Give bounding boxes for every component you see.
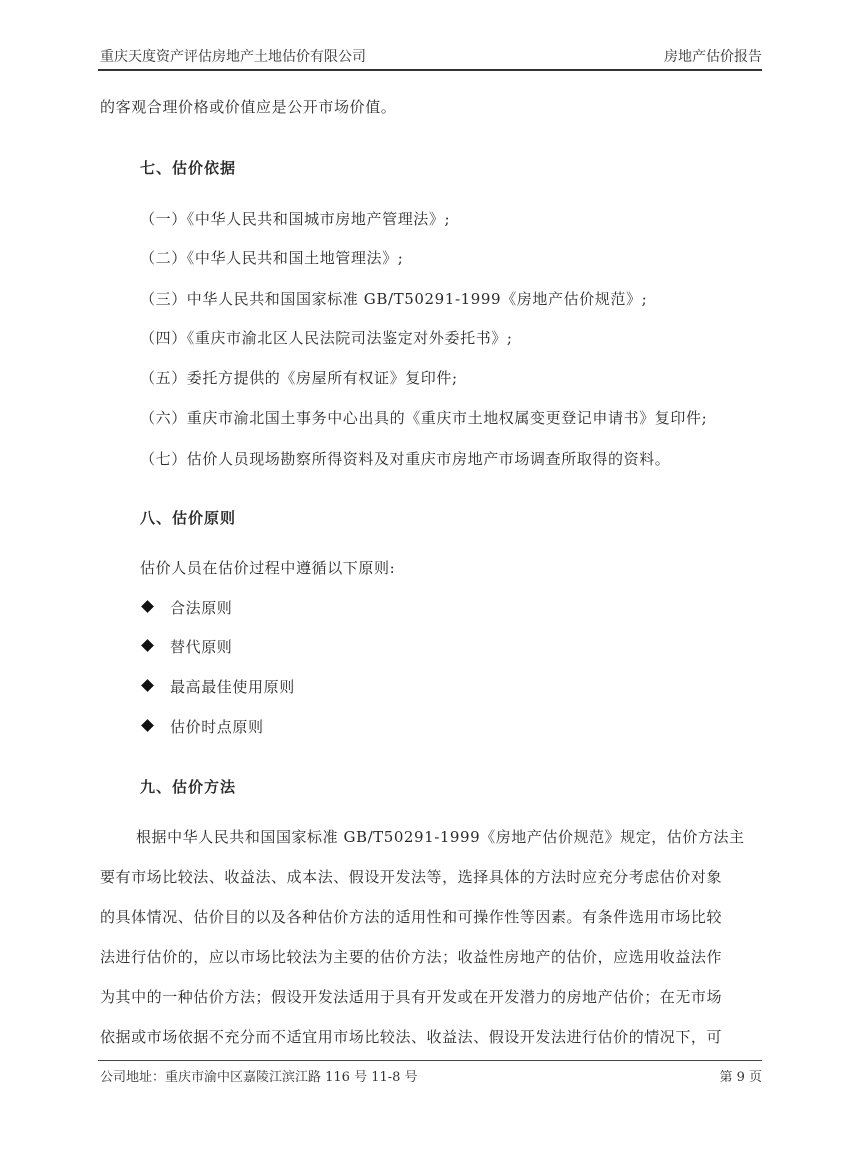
diamond-bullet-icon bbox=[141, 679, 154, 692]
diamond-bullet-icon bbox=[141, 639, 154, 652]
method-paragraph-line: 依据或市场依据不充分而不适宜用市场比较法、收益法、假设开发法进行估价的情况下，可 bbox=[100, 1028, 723, 1046]
diamond-bullet-icon bbox=[141, 600, 154, 613]
principle-label: 合法原则 bbox=[170, 599, 233, 617]
principle-item bbox=[140, 597, 232, 618]
section-8-heading: 八、估价原则 bbox=[140, 509, 237, 527]
method-paragraph-line: 根据中华人民共和国国家标准 GB/T50291-1999《房地产估价规范》规定，估价方法主 bbox=[136, 828, 745, 846]
principle-item bbox=[140, 716, 264, 737]
principle-label: 估价时点原则 bbox=[170, 718, 264, 736]
principle-label: 最高最佳使用原则 bbox=[170, 678, 295, 696]
basis-item: （四）《重庆市渝北区人民法院司法鉴定对外委托书》; bbox=[140, 329, 513, 347]
method-paragraph-line: 法进行估价的，应以市场比较法为主要的估价方法；收益性房地产的估价，应选用收益法作 bbox=[100, 948, 723, 966]
section-9-heading: 九、估价方法 bbox=[140, 778, 237, 796]
principles-intro: 估价人员在估价过程中遵循以下原则: bbox=[140, 559, 396, 577]
basis-item: （七）估价人员现场勘察所得资料及对重庆市房地产市场调查所取得的资料。 bbox=[140, 450, 671, 468]
page-footer bbox=[100, 1066, 762, 1086]
page-number: 第 9 页 bbox=[719, 1070, 762, 1085]
basis-item: （二）《中华人民共和国土地管理法》; bbox=[140, 249, 404, 267]
method-paragraph-line: 要有市场比较法、收益法、成本法、假设开发法等，选择具体的方法时应充分考虑估价对象 bbox=[100, 868, 723, 886]
section-7-heading: 七、估价依据 bbox=[140, 159, 237, 177]
header-company-name: 重庆天度资产评估房地产土地估价有限公司 bbox=[100, 49, 366, 65]
header-divider bbox=[98, 69, 762, 71]
basis-item: （三）中华人民共和国国家标准 GB/T50291-1999《房地产估价规范》; bbox=[140, 290, 648, 308]
basis-item: （五）委托方提供的《房屋所有权证》复印件; bbox=[140, 369, 458, 387]
diamond-bullet-icon bbox=[141, 719, 154, 732]
basis-item: （六）重庆市渝北国土事务中心出具的《重庆市土地权属变更登记申请书》复印件; bbox=[140, 409, 708, 427]
method-paragraph-line: 为其中的一种估价方法；假设开发法适用于具有开发或在开发潜力的房地产估价；在无市场 bbox=[100, 988, 723, 1006]
principle-item bbox=[140, 636, 232, 657]
basis-item: （一）《中华人民共和国城市房地产管理法》; bbox=[140, 210, 451, 228]
header-report-type: 房地产估价报告 bbox=[664, 49, 762, 65]
page-header bbox=[100, 46, 762, 68]
principle-item bbox=[140, 676, 295, 697]
footer-address: 公司地址：重庆市渝中区嘉陵江滨江路 116 号 11-8 号 bbox=[100, 1070, 418, 1085]
footer-divider bbox=[98, 1060, 762, 1061]
principle-label: 替代原则 bbox=[170, 638, 233, 656]
intro-line: 的客观合理价格或价值应是公开市场价值。 bbox=[100, 98, 397, 116]
method-paragraph-line: 的具体情况、估价目的以及各种估价方法的适用性和可操作性等因素。有条件选用市场比较 bbox=[100, 908, 723, 926]
